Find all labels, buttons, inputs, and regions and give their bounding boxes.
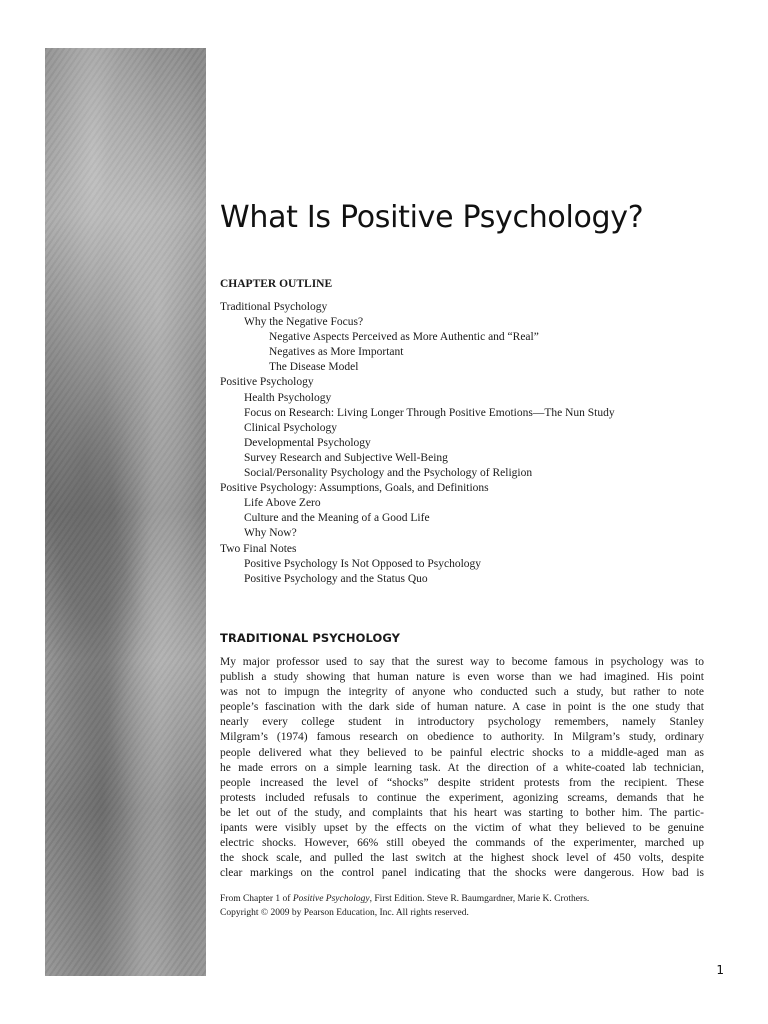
chapter-outline-heading: CHAPTER OUTLINE — [220, 278, 333, 290]
outline-item: Focus on Research: Living Longer Through Positive Emotions—The Nun Study — [244, 406, 615, 419]
outline-item: Negative Aspects Perceived as More Authentic and “Real” — [269, 331, 539, 344]
outline-item: Why the Negative Focus? — [244, 316, 364, 329]
source-note — [220, 893, 704, 920]
body-line: Milgram’s (1974) famous research on obedience to authority. In Milgram’s study, ordinary — [220, 731, 704, 744]
outline-item: Traditional Psychology — [220, 301, 328, 313]
source-note-book-title: Positive Psychology — [292, 894, 370, 904]
outline-item: Developmental Psychology — [244, 436, 371, 449]
body-line: publish a study showing that human nature is even worse than we had imagined. His point — [220, 671, 704, 684]
source-note-copyright: Copyright © 2009 by Pearson Education, Inc. All rights reserved. — [220, 907, 469, 918]
body-line: people increased the level of “shocks” despite strident protests from the recipient. These — [220, 776, 704, 789]
chapter-outline-list — [220, 300, 704, 587]
outline-item: Positive Psychology Is Not Opposed to Psychology — [244, 557, 482, 570]
body-line: people delivered what they believed to be painful electric shocks to a middle-aged man as — [220, 746, 704, 759]
body-line: My major professor used to say that the surest way to become famous in psychology was to — [220, 656, 704, 668]
outline-item: Negatives as More Important — [269, 346, 404, 359]
outline-item: Social/Personality Psychology and the Psychology of Religion — [244, 467, 533, 480]
outline-item: Two Final Notes — [220, 542, 297, 555]
outline-item: Positive Psychology and the Status Quo — [244, 572, 428, 585]
body-paragraph — [220, 655, 704, 881]
outline-item: Clinical Psychology — [244, 421, 337, 434]
outline-item: The Disease Model — [269, 361, 359, 374]
body-line: the shock scale, and pulled the last switch at the highest shock level of 450 volts, despite — [220, 852, 704, 865]
section-heading: TRADITIONAL PSYCHOLOGY — [220, 631, 401, 645]
source-note-suffix: , First Edition. Steve R. Baumgardner, Marie K. Crothers. — [369, 894, 590, 904]
body-line: was not to impugn the integrity of anyone who conducted such a study, but rather to note — [220, 686, 704, 699]
source-note-prefix: From Chapter 1 of — [220, 894, 293, 904]
outline-item: Positive Psychology: Assumptions, Goals, and Definitions — [220, 482, 489, 495]
source-note-line-1 — [220, 893, 704, 907]
decorative-side-band — [45, 48, 206, 976]
body-line: clear markings on the control panel indicating that the shocks were dangerous. How bad is — [220, 867, 704, 880]
outline-item: Culture and the Meaning of a Good Life — [244, 512, 430, 525]
body-line: be let out of the study, and complaints that his heart was starting to bother him. The partic- — [220, 806, 704, 819]
body-line: he made errors on a simple learning task. At the direction of a white-coated lab technician, — [220, 761, 704, 774]
page-number: 1 — [716, 963, 724, 977]
outline-item: Why Now? — [244, 527, 297, 540]
outline-item: Health Psychology — [244, 391, 332, 404]
outline-item: Positive Psychology — [220, 376, 314, 389]
body-line: electric shocks. However, 66% still obeyed the commands of the experimenter, marched up — [220, 837, 704, 850]
body-line: people’s fascination with the dark side of human nature. A case in point is the one study that — [220, 701, 704, 714]
body-line: protests included refusals to continue the experiment, agonizing screams, demands that he — [220, 791, 704, 804]
chapter-title: What Is Positive Psychology? — [220, 200, 644, 235]
body-line: ipants were visibly upset by the effects on the victim of what they believed to be genuine — [220, 822, 704, 835]
outline-item: Life Above Zero — [244, 497, 321, 510]
outline-item: Survey Research and Subjective Well-Being — [244, 451, 448, 464]
body-line: nearly every college student in introductory psychology remembers, namely Stanley — [220, 716, 704, 729]
